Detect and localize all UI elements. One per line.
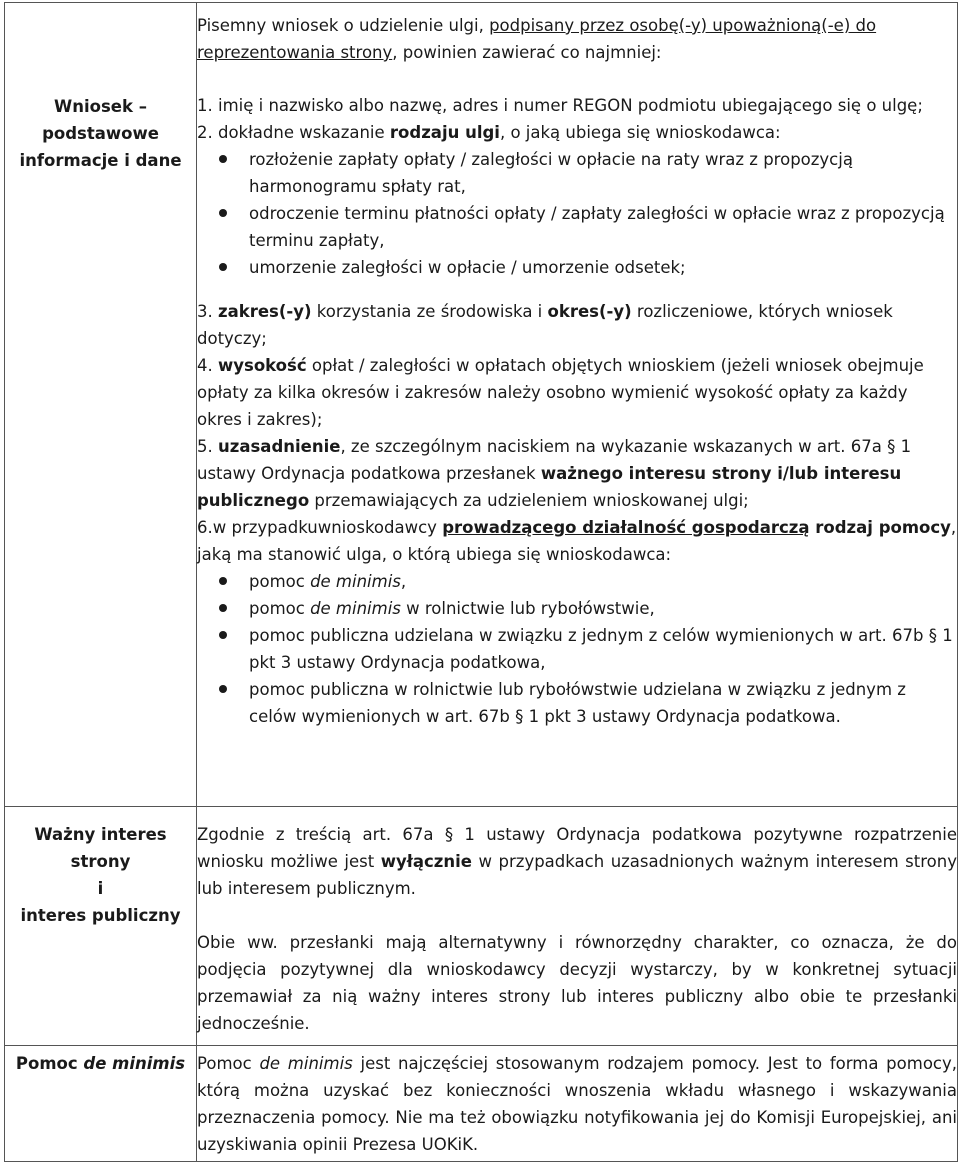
list-item: rozłożenie zapłaty opłaty / zaległości w opłacie na raty wraz z propozycją harmonogramu spłaty rat,	[249, 146, 957, 200]
label-wazny-interes	[5, 807, 197, 1046]
paragraph: Zgodnie z treścią art. 67a § 1 ustawy Ordynacja podatkowa pozytywne rozpatrzenie wniosku możliwe jest wyłącznie w przypadkach uzasadnionych ważnym interesem strony lub interesem publicznym.	[197, 825, 957, 898]
item-3: 3. zakres(-y) korzystania ze środowiska i okres(-y) rozliczeniowe, których wniosek dotyczy;	[197, 302, 893, 348]
list-item: pomoc publiczna w rolnictwie lub rybołówstwie udzielana w związku z jednym z celów wymienionych w art. 67b § 1 pkt 3 ustawy Ordynacja podatkowa.	[249, 676, 957, 730]
content-wazny-interes	[197, 807, 958, 1046]
label-line: podstawowe	[42, 124, 159, 143]
aid-type-list	[197, 568, 957, 730]
info-table	[4, 2, 958, 1162]
table-row-wazny-interes	[5, 807, 958, 1046]
ulga-type-list	[197, 146, 957, 281]
intro-paragraph: Pisemny wniosek o udzielenie ulgi, podpisany przez osobę(-y) upoważnioną(-e) do reprezentowania strony, powinien zawierać co najmniej:	[197, 16, 877, 62]
label-de-minimis: Pomoc de minimis	[5, 1046, 197, 1162]
paragraph: Pomoc de minimis jest najczęściej stosowanym rodzajem pomocy. Jest to forma pomocy, którą można uzyskać bez konieczności wnoszenia wkładu własnego i wskazywania przeznaczenia pomocy. Nie ma też obowiązku notyfikowania jej do Komisji Europejskiej, ani uzyskiwania opinii Prezesa UOKiK.	[197, 1054, 957, 1154]
content-de-minimis	[197, 1046, 958, 1162]
label-line: Wniosek –	[54, 97, 147, 116]
label-line: strony	[70, 852, 131, 871]
table-row-wniosek	[5, 3, 958, 807]
list-item: pomoc de minimis,	[249, 568, 957, 595]
label-line: Ważny interes	[34, 825, 167, 844]
label-line: informacje i dane	[19, 151, 182, 170]
item-1: 1. imię i nazwisko albo nazwę, adres i numer REGON podmiotu ubiegającego się o ulgę;	[197, 96, 923, 115]
item-2: 2. dokładne wskazanie rodzaju ulgi, o jaką ubiega się wnioskodawca:	[197, 123, 781, 142]
list-item: odroczenie terminu płatności opłaty / zapłaty zaległości w opłacie wraz z propozycją terminu zapłaty,	[249, 200, 957, 254]
item-5: 5. uzasadnienie, ze szczególnym naciskiem na wykazanie wskazanych w art. 67a § 1 ustawy Ordynacja podatkowa przesłanek ważnego interesu strony i/lub interesu publicznego przemawiających za udzieleniem wnioskowanej ulgi;	[197, 437, 912, 510]
label-line: i	[97, 879, 104, 898]
item-4: 4. wysokość opłat / zaległości w opłatach objętych wnioskiem (jeżeli wniosek obejmuje opłaty za kilka okresów i zakresów należy osobno wymienić wysokość opłaty za każdy okres i zakres);	[197, 356, 924, 429]
list-item: umorzenie zaległości w opłacie / umorzenie odsetek;	[249, 254, 957, 281]
item-6: 6.w przypadkuwnioskodawcy prowadzącego działalność gospodarczą rodzaj pomocy, jaką ma stanowić ulga, o którą ubiega się wnioskodawca:	[197, 518, 957, 564]
table-row-de-minimis	[5, 1046, 958, 1162]
list-item: pomoc publiczna udzielana w związku z jednym z celów wymienionych w art. 67b § 1 pkt 3 ustawy Ordynacja podatkowa,	[249, 622, 957, 676]
paragraph: Obie ww. przesłanki mają alternatywny i równorzędny charakter, co oznacza, że do podjęcia pozytywnej dla wnioskodawcy decyzji wystarczy, by w konkretnej sytuacji przemawiał za nią ważny interes strony lub interes publiczny albo obie te przesłanki jednocześnie.	[197, 933, 957, 1033]
label-line: interes publiczny	[20, 906, 181, 925]
content-wniosek	[197, 3, 958, 807]
label-wniosek	[5, 3, 197, 807]
list-item: pomoc de minimis w rolnictwie lub rybołówstwie,	[249, 595, 957, 622]
